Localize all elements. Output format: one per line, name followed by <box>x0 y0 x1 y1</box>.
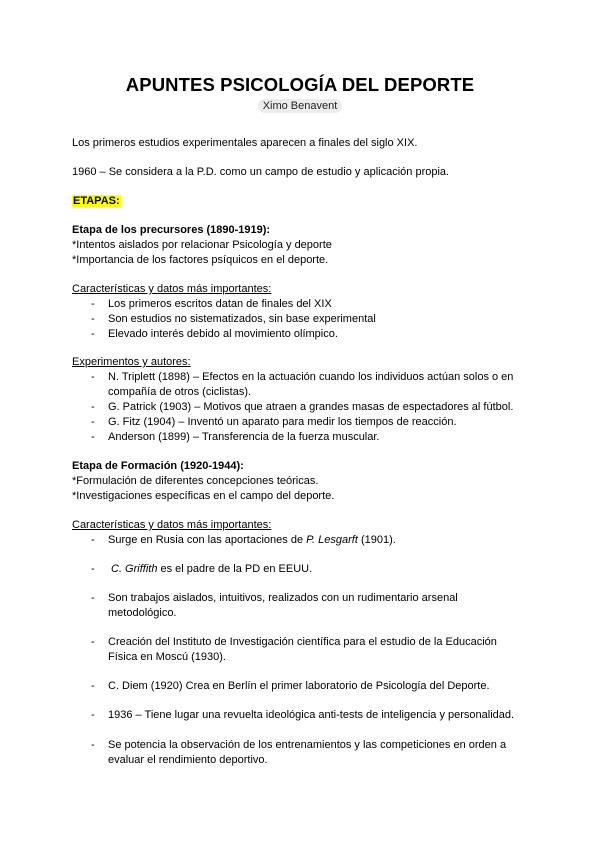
stage2-item-2-post: es el padre de la PD en EEUU. <box>157 563 313 575</box>
stage1-exp-item: Anderson (1899) – Transferencia de la fuerza muscular. <box>108 431 380 443</box>
bullet-dash: - <box>91 534 95 546</box>
stage1-exp-item: G. Fitz (1904) – Inventó un aparato para medir los tiempos de reacción. <box>108 416 457 428</box>
stage2-item-1-pre: Surge en Rusia con las aportaciones de <box>108 534 307 546</box>
bullet-dash: - <box>91 592 95 604</box>
intro-line-1: Los primeros estudios experimentales aparecen a finales del siglo XIX. <box>72 137 418 149</box>
stage1-exp-item-cont: compañía de otros (ciclistas). <box>108 386 252 398</box>
bullet-dash: - <box>91 739 95 751</box>
stage1-char-item: Son estudios no sistematizados, sin base experimental <box>108 313 376 325</box>
stage2-note-1: *Formulación de diferentes concepciones teóricas. <box>72 475 319 487</box>
stage2-item-6: 1936 – Tiene lugar una revuelta ideológica anti-tests de inteligencia y personalidad. <box>108 709 515 721</box>
stage1-exp-item: G. Patrick (1903) – Motivos que atraen a grandes masas de espectadores al fútbol. <box>108 401 514 413</box>
stage2-item-2 <box>111 562 312 576</box>
document-title: APUNTES PSICOLOGÍA DEL DEPORTE <box>125 74 475 95</box>
bullet-dash: - <box>91 298 95 310</box>
stage2-heading: Etapa de Formación (1920-1944): <box>72 460 244 472</box>
bullet-dash: - <box>91 709 95 721</box>
stage2-item-1 <box>108 533 396 547</box>
stage2-item-3-cont: metodológico. <box>108 607 177 619</box>
etapas-label-row <box>72 194 121 208</box>
stage2-item-1-post: (1901). <box>357 534 396 546</box>
stage2-item-3: Son trabajos aislados, intuitivos, realizados con un rudimentario arsenal <box>108 592 458 604</box>
stage2-item-4-cont: Física en Moscú (1930). <box>108 651 226 663</box>
bullet-dash: - <box>91 563 95 575</box>
stage2-item-2-name: C. Griffith <box>111 563 158 575</box>
stage2-item-7: Se potencia la observación de los entrenamientos y las competiciones en orden a <box>108 739 507 751</box>
stage1-exp-item: N. Triplett (1898) – Efectos en la actuación cuando los individuos actúan solos o en <box>108 371 514 383</box>
stage1-char-item: Los primeros escritos datan de finales del XIX <box>108 298 332 310</box>
stage1-char-heading: Características y datos más importantes: <box>72 283 272 295</box>
author-wrap <box>0 96 600 114</box>
stage2-item-5: C. Diem (1920) Crea en Berlín el primer laboratorio de Psicología del Deporte. <box>108 680 490 692</box>
bullet-dash: - <box>91 416 95 428</box>
bullet-dash: - <box>91 401 95 413</box>
bullet-dash: - <box>91 636 95 648</box>
stage2-item-1-name: P. Lesgarft <box>306 534 358 546</box>
bullet-dash: - <box>91 431 95 443</box>
etapas-label: ETAPAS: <box>73 195 120 207</box>
author-chip[interactable]: Ximo Benavent <box>258 99 343 113</box>
bullet-dash: - <box>91 313 95 325</box>
intro-line-2: 1960 – Se considera a la P.D. como un campo de estudio y aplicación propia. <box>72 166 450 178</box>
stage2-item-7-cont: evaluar el rendimiento deportivo. <box>108 754 268 766</box>
bullet-dash: - <box>91 680 95 692</box>
stage1-exp-heading: Experimentos y autores: <box>72 356 191 368</box>
bullet-dash: - <box>91 328 95 340</box>
stage2-item-4: Creación del Instituto de Investigación científica para el estudio de la Educación <box>108 636 497 648</box>
stage2-char-heading: Características y datos más importantes: <box>72 519 272 531</box>
stage1-note-1: *Intentos aislados por relacionar Psicología y deporte <box>72 239 332 251</box>
stage1-note-2: *Importancia de los factores psíquicos en el deporte. <box>72 254 329 266</box>
stage1-char-item: Elevado interés debido al movimiento olímpico. <box>108 328 338 340</box>
bullet-dash: - <box>91 371 95 383</box>
stage1-heading: Etapa de los precursores (1890-1919): <box>72 224 271 236</box>
stage2-note-2: *Investigaciones específicas en el campo del deporte. <box>72 490 335 502</box>
